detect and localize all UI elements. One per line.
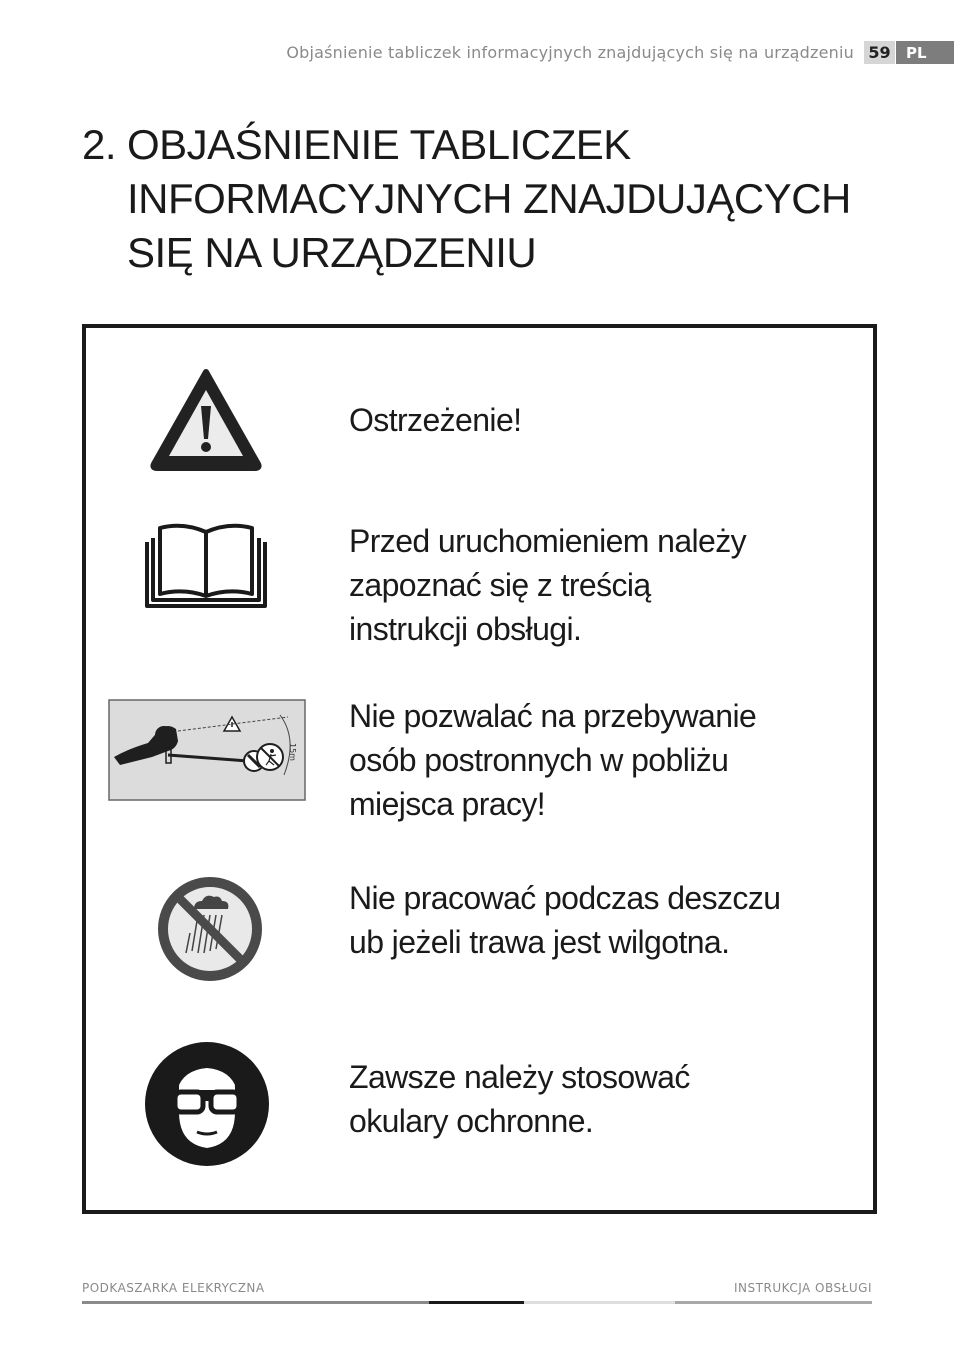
section-title-line: INFORMACYJNYCH ZNAJDUJĄCYCH [127, 175, 851, 222]
description-line: miejsca pracy! [349, 786, 546, 822]
symbol-description [349, 876, 780, 964]
footer-rule [82, 1301, 429, 1304]
description-line: Zawsze należy stosować [349, 1059, 690, 1095]
manual-book-icon [143, 520, 269, 617]
no-rain-icon [154, 873, 266, 990]
footer-product-name: PODKASZARKA ELEKRYCZNA [82, 1281, 265, 1295]
section-title [82, 118, 902, 280]
footer-rule [524, 1301, 675, 1304]
safety-goggles-icon [143, 1040, 271, 1173]
footer-rule [429, 1301, 524, 1304]
symbol-description [349, 1055, 690, 1143]
description-line: Nie pozwalać na przebywanie [349, 698, 757, 734]
footer-rule [675, 1301, 872, 1304]
description-line: ub jeżeli trawa jest wilgotna. [349, 924, 730, 960]
section-title-line: SIĘ NA URZĄDZENIU [127, 229, 537, 276]
description-line: Ostrzeżenie! [349, 402, 522, 438]
symbols-table [82, 324, 877, 1214]
distance-label: 15m [288, 743, 297, 761]
warning-triangle-icon [148, 366, 264, 477]
description-line: Nie pracować podczas deszczu [349, 880, 781, 916]
symbol-description [349, 519, 746, 651]
running-header: Objaśnienie tabliczek informacyjnych znajdujących się na urządzeniu [286, 43, 854, 62]
description-line: okulary ochronne. [349, 1103, 594, 1139]
description-line: instrukcji obsługi. [349, 611, 582, 647]
language-tab: PL [896, 41, 954, 64]
section-number: 2. [82, 121, 117, 168]
description-line: Przed uruchomieniem należy [349, 523, 747, 559]
description-line: osób postronnych w pobliżu [349, 742, 729, 778]
section-title-line: OBJAŚNIENIE TABLICZEK [127, 121, 631, 168]
page-number: 59 [864, 41, 895, 64]
footer-document-type: INSTRUKCJA OBSŁUGI [734, 1281, 872, 1295]
symbol-description [349, 398, 521, 442]
bystanders-distance-icon [108, 699, 306, 806]
symbol-description [349, 694, 756, 826]
description-line: zapoznać się z treścią [349, 567, 651, 603]
